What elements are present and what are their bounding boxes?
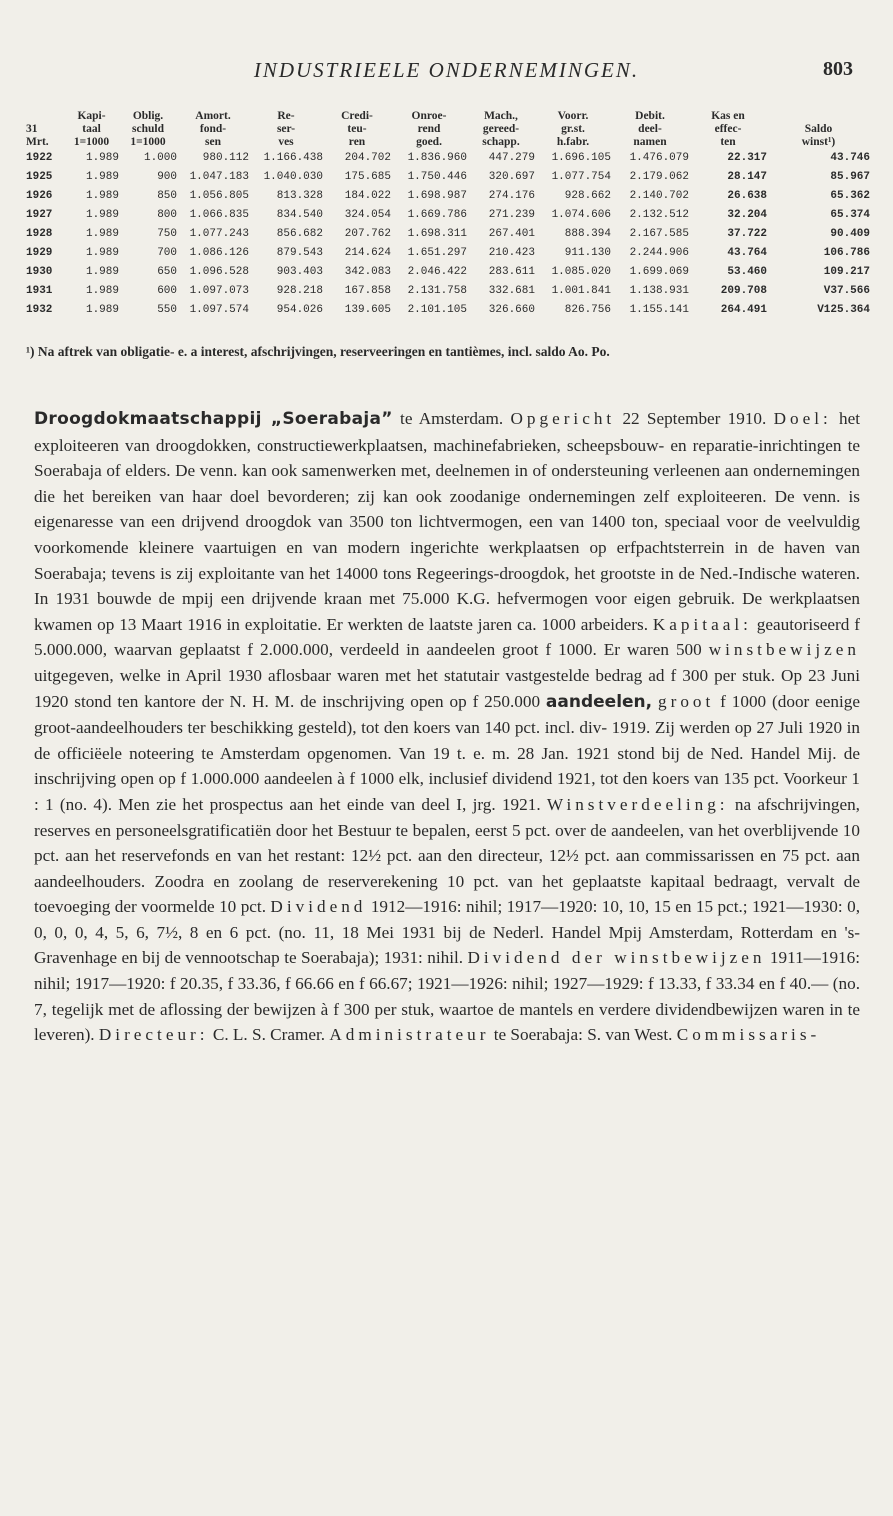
text-segment: f 1000 (door eenige groot-aandeelhouders ter beschikking gesteld), tot den koers van 140 pct. incl. div- 1919. Zij werden op 27 Juli 1920 in de officiëele noteering te Amsterdam opgenomen. Van 19 t. e. m. 28 Jan. 1921 stond bij de Ned. Handel Mij. de inschrijving open op f 1.000.000 aandeelen à f 1000 elk, inclusief dividend 1921, tot den koers van 135 pct. Voorkeur 1 : 1 (no. 4). Men zie het prospectus aan het einde van deel I, jrg. 1921. (34, 691, 860, 814)
text-segment: 1911—1916: nihil; 1917—1920: f 20.35, f 33.36, f 66.66 en f 66.67; 1921—1926: nihil; 1927—1929: f 13.33, f 33.34 en f 40.— (no. 7, tegelijk met de aflossing der bewijzen à f 300 per stuk, waartoe de mantels en verdere dividendbewijzen waren in te leveren). (34, 948, 861, 1045)
table-cell: 2.140.702 (629, 190, 689, 202)
table-cell: 109.217 (823, 266, 870, 278)
table-row (26, 244, 870, 263)
table-cell: 167.858 (344, 285, 391, 297)
table-cell: 32.204 (727, 209, 767, 221)
table-cell: 550 (157, 304, 177, 316)
table-cell: 43.764 (727, 247, 767, 259)
table-row (26, 187, 870, 206)
text-segment: te Amsterdam. (392, 409, 511, 428)
text-segment: te Soerabaja: S. van West. (489, 1025, 677, 1045)
column-header: Re- (277, 110, 295, 122)
table-cell: 320.697 (488, 171, 535, 183)
table-cell: 888.394 (564, 228, 611, 240)
table-cell: 332.681 (488, 285, 535, 297)
section-label-administrateur: Administrateur (329, 1025, 490, 1045)
page-number: 803 (823, 58, 853, 80)
table-cell: 1.989 (85, 228, 119, 240)
table-cell: 1.056.805 (189, 190, 249, 202)
table-cell: 1.989 (85, 152, 119, 164)
year-cell: 1928 (26, 228, 53, 240)
table-cell: 1.000 (143, 152, 177, 164)
table-cell: 980.112 (202, 152, 249, 164)
table-cell: 1.989 (85, 304, 119, 316)
table-cell: 53.460 (727, 266, 767, 278)
financial-table (26, 110, 870, 320)
year-cell: 1927 (26, 209, 53, 221)
text-segment: 22 September 1910. (615, 409, 774, 428)
table-cell: 850 (157, 190, 177, 202)
table-cell: 700 (157, 247, 177, 259)
table-cell: 271.239 (488, 209, 535, 221)
table-cell: 911.130 (564, 247, 611, 259)
text-segment: 1912—1916: nihil; 1917—1920: 10, 10, 15 en 15 pct.; 1921—1930: 0, 0, 0, 0, 4, 5, 6, 7½, 8 en 6 pct. (no. 11, 18 Mei 1931 bij de Nederl. Handel Mpij Amsterdam, Rotterdam en 's-Gravenhage en bij de vennootschap te Soerabaja); 1931: nihil. (34, 897, 860, 968)
table-cell: 1.989 (85, 247, 119, 259)
column-header: ser- (276, 123, 296, 135)
table-cell: 37.722 (727, 228, 767, 240)
table-cell: V125.364 (817, 304, 870, 316)
column-header: ten (720, 136, 736, 148)
table-cell: 600 (157, 285, 177, 297)
table-cell: 928.218 (276, 285, 323, 297)
table-cell: 879.543 (276, 247, 323, 259)
table-cell: 2.046.422 (407, 266, 467, 278)
year-cell: 1929 (26, 247, 53, 259)
year-cell: 1932 (26, 304, 53, 316)
table-cell: 954.026 (276, 304, 323, 316)
table-cell: 1.836.960 (407, 152, 467, 164)
column-header: Voorr. (557, 110, 589, 122)
column-header: winst¹) (801, 136, 836, 148)
column-header: ves (278, 136, 294, 148)
section-label-winstverdeeling: Winstverdeeling: (546, 794, 729, 814)
column-header: Oblig. (132, 110, 164, 122)
column-header: 1=1000 (130, 136, 166, 148)
table-cell: 65.374 (830, 209, 870, 221)
table-cell: 210.423 (488, 247, 535, 259)
table-cell: 1.086.126 (189, 247, 249, 259)
column-header (767, 110, 870, 123)
table-cell: 1.097.073 (189, 285, 249, 297)
year-cell: 1926 (26, 190, 53, 202)
table-cell: 184.022 (344, 190, 391, 202)
section-label-kapitaal: Kapitaal: (652, 614, 752, 634)
column-header: Mach., (484, 110, 518, 122)
table-cell: 264.491 (720, 304, 767, 316)
table-cell: 2.132.512 (629, 209, 689, 221)
text-segment: het exploiteeren van droogdokken, constructiewerkplaatsen, machinefabrieken, scheepsbouw- en reparatie-inrichtingen te Soerabaja of elders. De venn. kan ook samenwerken met, deelnemen in of ondersteuning verleenen aan ondernemingen die het bereiken van haar doel bevorderen; zij kan ook zoodanige ondernemingen zelf exploiteeren. De venn. is eigenaresse van een drijvend droogdok van 3500 ton lichtvermogen, een van 1400 ton, speciaal voor de veelvuldig voorkomende kleinere vaartuigen en van modern ingerichte werkplaatsen op erfpachtsterrein in de haven van Soerabaja; tevens is zij exploitante van het 14000 tons Regeerings-droogdok, het grootste in de Ned.-Indische wateren. In 1931 bouwde de mpij een drijvende kraan met 75.000 K.G. hefvermogen voor eigen gebruik. De werkplaatsen kwamen op 13 Maart 1916 in exploitatie. Er werkten de laatste jaren ca. 1000 arbeiders. (34, 409, 860, 634)
column-header: Kas en (711, 110, 745, 122)
section-label-dividend-winstbewijzen: Dividend der winstbewijzen (467, 948, 766, 968)
column-header: Amort. (195, 110, 231, 122)
table-cell: 1.696.105 (551, 152, 611, 164)
column-header: taal (82, 123, 101, 135)
table-cell: 22.317 (727, 152, 767, 164)
table-cell: 1.155.141 (629, 304, 689, 316)
table-cell: 26.638 (727, 190, 767, 202)
table-cell: 1.989 (85, 266, 119, 278)
column-header: effec- (714, 123, 742, 135)
column-header: rend (417, 123, 441, 135)
table-row (26, 225, 870, 244)
text-segment: geautoriseerd f 5.000.000, waarvan geplaatst f 2.000.000, verdeeld in aandeelen groot f 1000. Er waren 500 (34, 614, 860, 660)
table-cell: 85.967 (830, 171, 870, 183)
section-label-dividend: Dividend (270, 897, 367, 917)
table-cell: 1.698.311 (407, 228, 467, 240)
table-row (26, 149, 870, 168)
table-cell: 1.066.835 (189, 209, 249, 221)
section-label-commissarissen: Commissaris- (676, 1025, 821, 1045)
company-name: Droogdokmaatschappij „Soerabaja” (34, 409, 393, 429)
table-cell: 1.096.528 (189, 266, 249, 278)
table-cell: 813.328 (276, 190, 323, 202)
table-cell: 856.682 (276, 228, 323, 240)
column-header: schapp. (482, 136, 520, 148)
table-cell: 1.085.020 (551, 266, 611, 278)
column-header: namen (633, 136, 667, 148)
table-cell: 326.660 (488, 304, 535, 316)
column-header: deel- (638, 123, 662, 135)
year-cell: 1925 (26, 171, 53, 183)
column-header: 31 (26, 123, 38, 135)
column-header: gereed- (482, 123, 520, 135)
table-cell: 900 (157, 171, 177, 183)
table-cell: 209.708 (720, 285, 767, 297)
table-footnote: ¹) Na aftrek van obligatie- e. a interest, afschrijvingen, reserveeringen en tantièmes, incl. saldo Ao. Po. (26, 344, 610, 359)
table-cell: 1.989 (85, 209, 119, 221)
table-cell: 1.699.069 (629, 266, 689, 278)
table-cell: 1.989 (85, 190, 119, 202)
table-cell: 1.669.786 (407, 209, 467, 221)
year-cell: 1922 (26, 152, 53, 164)
table-header-row (26, 110, 870, 123)
table-cell: 1.166.438 (263, 152, 323, 164)
table-cell: 1.077.243 (189, 228, 249, 240)
table-cell: 1.001.841 (551, 285, 611, 297)
table-cell: 139.605 (344, 304, 391, 316)
column-header: ren (348, 136, 366, 148)
table-row (26, 301, 870, 320)
column-header: gr.st. (561, 123, 585, 135)
table-cell: 214.624 (344, 247, 391, 259)
table-cell: 2.244.906 (629, 247, 689, 259)
column-header: sen (205, 136, 221, 148)
column-header (26, 110, 64, 123)
column-header: Debit. (635, 110, 665, 122)
section-label-aandeelen: aandeelen, (545, 691, 653, 712)
table-row (26, 282, 870, 301)
column-header: Onroe- (411, 110, 447, 122)
table-cell: 928.662 (564, 190, 611, 202)
section-label-winstbewijzen: winstbewijzen (708, 640, 860, 660)
table-cell: 1.138.931 (629, 285, 689, 297)
text-segment: C. L. S. Cramer. (208, 1025, 330, 1045)
table-cell: 750 (157, 228, 177, 240)
running-title: INDUSTRIEELE ONDERNEMINGEN. (253, 58, 640, 82)
table-cell: 1.047.183 (189, 171, 249, 183)
table-cell: 106.786 (823, 247, 870, 259)
table-cell: 447.279 (488, 152, 535, 164)
table-row (26, 263, 870, 282)
table-header-row (26, 123, 870, 136)
table-cell: 1.750.446 (407, 171, 467, 183)
company-entry (34, 406, 860, 1048)
table-cell: 28.147 (727, 171, 767, 183)
table-row (26, 168, 870, 187)
table-cell: 65.362 (830, 190, 870, 202)
text-segment: uitgegeven, welke in April 1930 aflosbaar waren met het statutair vastgestelde bedrag ad f 300 per stuk. Op 23 Juni 1920 stond ten kantore der N. H. M. de inschrijving open op f 250.000 (34, 665, 860, 711)
column-header: Saldo (804, 123, 833, 135)
table-cell: 2.179.062 (629, 171, 689, 183)
table-cell: 1.040.030 (263, 171, 323, 183)
table-cell: 90.409 (830, 228, 870, 240)
section-label-directeur: Directeur: (98, 1025, 209, 1045)
table-cell: 826.756 (564, 304, 611, 316)
table-cell: 324.054 (344, 209, 391, 221)
table-cell: 342.083 (344, 266, 391, 278)
column-header: teu- (347, 123, 367, 135)
section-label-groot: groot (658, 691, 715, 711)
year-cell: 1930 (26, 266, 53, 278)
table-cell: 1.097.574 (189, 304, 249, 316)
column-header: fond- (199, 123, 227, 135)
table-cell: 1.651.297 (407, 247, 467, 259)
section-label-opgericht: Opgericht (510, 409, 616, 428)
table-cell: 2.131.758 (407, 285, 467, 297)
column-header: h.fabr. (556, 136, 590, 148)
column-header: 1=1000 (73, 136, 110, 148)
table-cell: 903.403 (276, 266, 323, 278)
table-cell: 267.401 (488, 228, 535, 240)
column-header: schuld (132, 123, 164, 135)
table-cell: 2.167.585 (629, 228, 689, 240)
table-cell: 1.989 (85, 285, 119, 297)
column-header: Credi- (341, 110, 373, 122)
table-cell: 207.762 (344, 228, 391, 240)
column-header: Kapi- (77, 110, 106, 122)
table-cell: 2.101.105 (407, 304, 467, 316)
table-cell: 204.702 (344, 152, 391, 164)
table-cell: 274.176 (488, 190, 535, 202)
table-header-row (26, 136, 870, 149)
table-cell: 650 (157, 266, 177, 278)
column-header: goed. (416, 136, 442, 148)
table-cell: 283.611 (488, 266, 535, 278)
table-cell: 1.698.987 (407, 190, 467, 202)
section-label-doel: Doel: (773, 409, 832, 428)
text-segment: na afschrijvingen, reserves en personeelsgratificatiën door het Bestuur te bepalen, eerst 5 pct. over de aandeelen, van het overblijvende 10 pct. aan het reservefonds en van het restant: 12½ pct. aan den directeur, 12½ pct. aan commissarissen en 75 pct. aan aandeelhouders. Zoodra en zoolang de reserverekening 10 pct. van het geplaatste kapitaal bedraagt, vervalt de toevoeging der voormelde 10 pct. (34, 794, 860, 917)
table-cell: 175.685 (344, 171, 391, 183)
year-cell: 1931 (26, 285, 53, 297)
table-cell: 1.077.754 (551, 171, 611, 183)
table-cell: 800 (157, 209, 177, 221)
table-cell: 834.540 (276, 209, 323, 221)
table-cell: 43.746 (830, 152, 870, 164)
table-cell: 1.074.606 (551, 209, 611, 221)
table-cell: 1.989 (85, 171, 119, 183)
table-cell: 1.476.079 (629, 152, 689, 164)
table-row (26, 206, 870, 225)
column-header: Mrt. (26, 136, 49, 148)
table-cell: V37.566 (823, 285, 870, 297)
running-header (0, 58, 893, 88)
